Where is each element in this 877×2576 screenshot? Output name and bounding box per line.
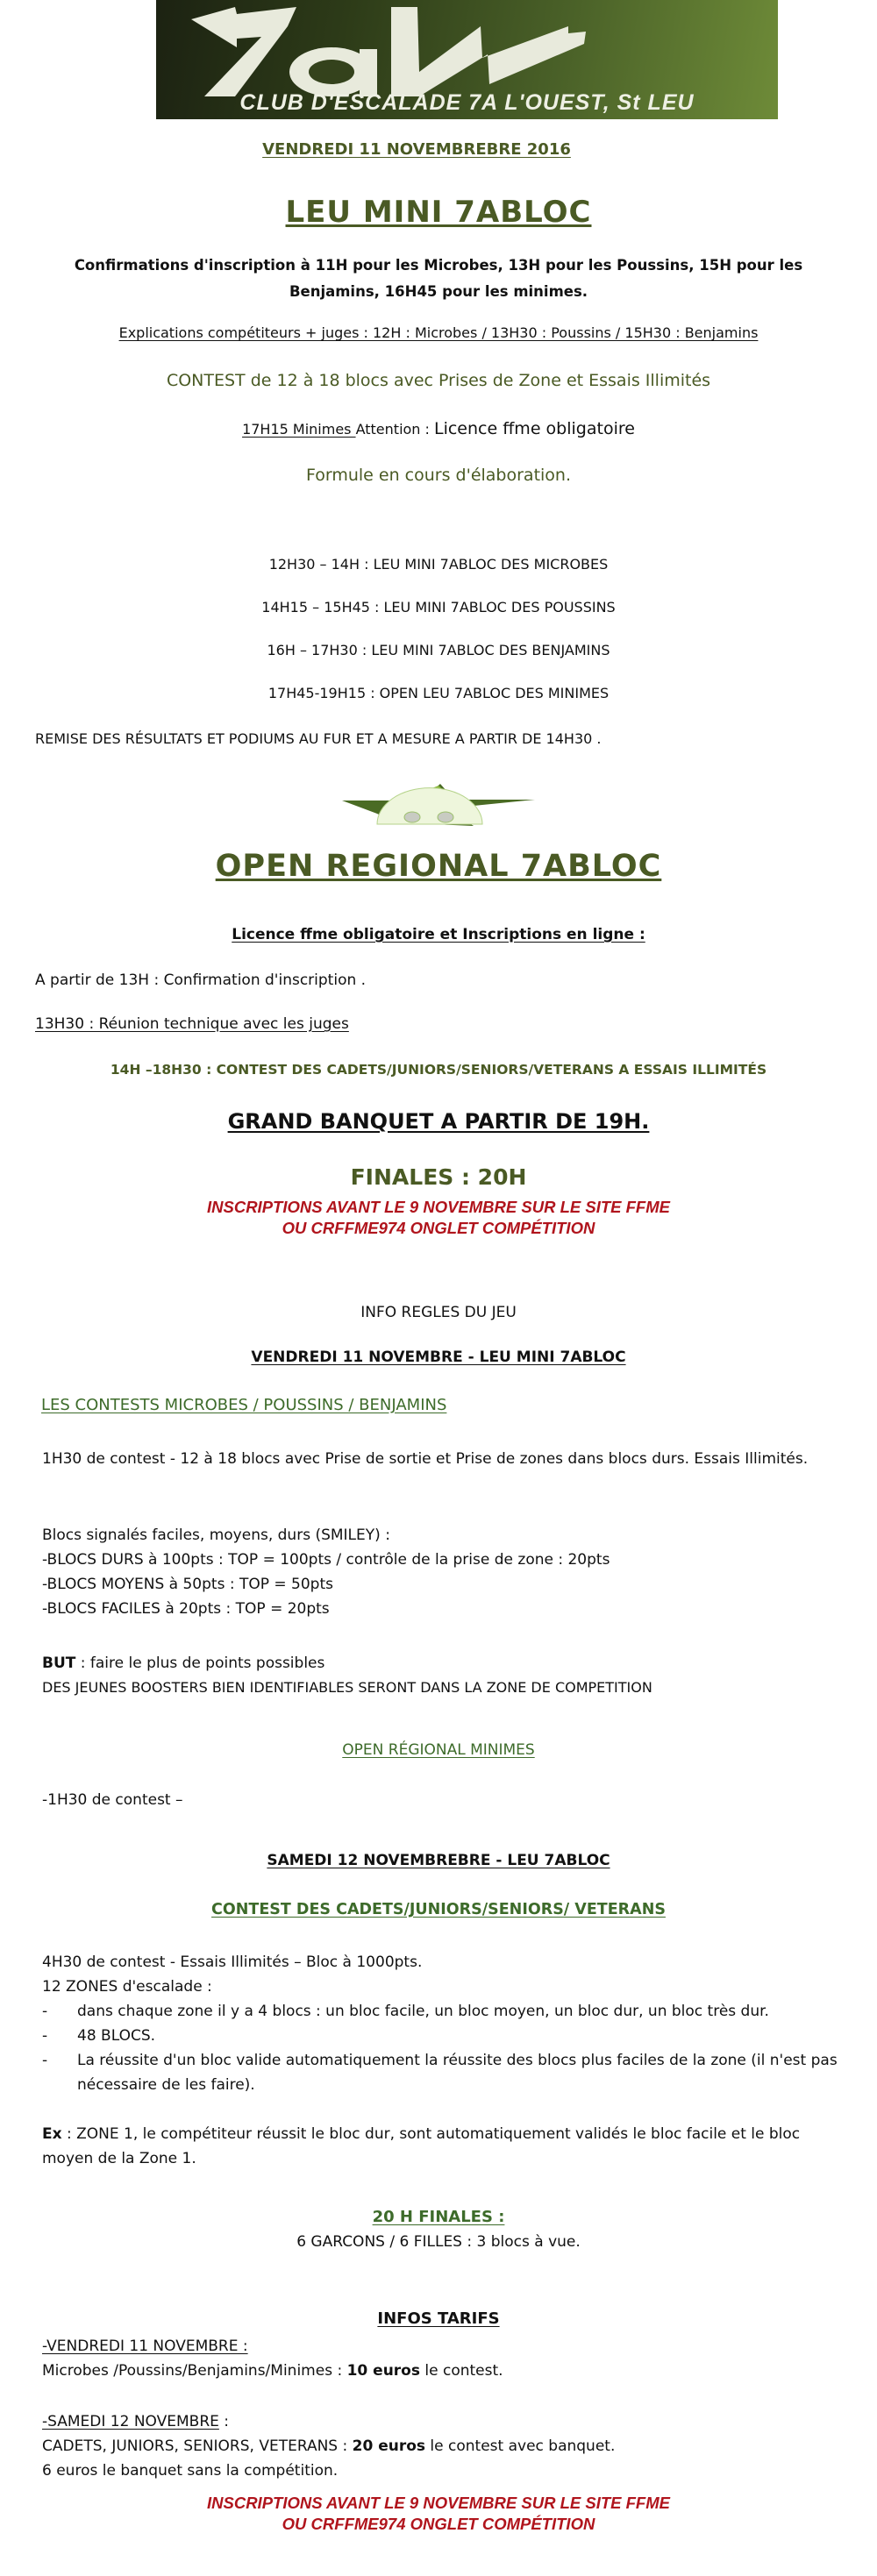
minimes-desc: -1H30 de contest – <box>42 1791 183 1809</box>
schedule-item: 14H15 – 15H45 : LEU MINI 7ABLOC DES POUSSINS <box>261 599 616 616</box>
minimes-licence-line <box>0 419 877 438</box>
tarifs-saturday-colon: : <box>218 2413 230 2430</box>
tarifs-friday-cats: Microbes /Poussins/Benjamins/Minimes : <box>42 2362 347 2380</box>
saturday-desc: 4H30 de contest - Essais Illimités – Bloc à 1000pts. <box>42 1953 423 1971</box>
saturday-subheading: CONTEST DES CADETS/JUNIORS/SENIORS/ VETERANS <box>211 1901 666 1918</box>
friday-date-text: VENDREDI 11 NOVEMBREBRE 2016 <box>262 140 571 159</box>
grand-banquet: GRAND BANQUET A PARTIR DE 19H. <box>227 1109 650 1134</box>
schedule-item: 17H45-19H15 : OPEN LEU 7ABLOC DES MINIMES <box>267 685 610 701</box>
tarifs-saturday <box>42 2409 842 2483</box>
explications-text: Explications compétiteurs + juges : 12H : Microbes / 13H30 : Poussins / 15H30 : Benjamins <box>118 324 759 341</box>
open-contest-line: 14H –18H30 : CONTEST DES CADETS/JUNIORS/SENIORS/VETERANS A ESSAIS ILLIMITÉS <box>110 1062 767 1078</box>
example-block <box>42 2122 842 2171</box>
bloc-rule: -BLOCS FACILES à 20pts : TOP = 20pts <box>42 1600 330 1618</box>
open-minimes-heading: OPEN RÉGIONAL MINIMES <box>342 1741 535 1759</box>
saturday-rules <box>42 1950 842 1999</box>
tarifs-inscriptions-line-1: INSCRIPTIONS AVANT LE 9 NOVEMBRE SUR LE SITE FFME <box>207 2494 670 2512</box>
blocs-intro: Blocs signalés faciles, moyens, durs (SMILEY) : <box>42 1526 390 1544</box>
attention-label: Attention : <box>355 421 434 438</box>
inscriptions-line-1: INSCRIPTIONS AVANT LE 9 NOVEMBRE SUR LE SITE FFME <box>207 1198 670 1216</box>
inscriptions-notice <box>0 1197 877 1239</box>
smiley-star-icon <box>342 780 535 833</box>
licence-required: Licence ffme obligatoire <box>434 419 635 438</box>
but-block <box>42 1651 842 1700</box>
boosters-notice: DES JEUNES BOOSTERS BIEN IDENTIFIABLES SERONT DANS LA ZONE DE COMPETITION <box>42 1679 652 1696</box>
zones-label: 12 ZONES d'escalade : <box>42 1978 212 1996</box>
bloc-rule: -BLOCS DURS à 100pts : TOP = 100pts / contrôle de la prise de zone : 20pts <box>42 1551 610 1569</box>
mini-7abloc-title: LEU MINI 7ABLOC <box>285 195 592 230</box>
open-licence-line: Licence ffme obligatoire et Inscriptions en ligne : <box>232 926 645 943</box>
rules-contest-desc: 1H30 de contest - 12 à 18 blocs avec Prise de sortie et Prise de zones dans blocs durs. Essais Illimités. <box>42 1450 809 1468</box>
but-label: BUT <box>42 1654 76 1672</box>
bloc-rule: -BLOCS MOYENS à 50pts : TOP = 50pts <box>42 1576 333 1593</box>
formule-text: Formule en cours d'élaboration. <box>305 466 571 485</box>
zone-rule-item: - La réussite d'un bloc valide automatiquement la réussite des blocs plus faciles de la zone (il n'est pas nécessaire de les faire). <box>5 2048 842 2097</box>
rules-friday-heading: VENDREDI 11 NOVEMBRE - LEU MINI 7ABLOC <box>251 1348 626 1366</box>
minimes-time: 17H15 Minimes <box>242 421 356 438</box>
tarifs-heading: INFOS TARIFS <box>377 2309 500 2328</box>
example-text: : ZONE 1, le compétiteur réussit le bloc dur, sont automatiquement validés le bloc facile et le bloc moyen de la Zone 1. <box>42 2125 801 2167</box>
tarifs-inscriptions-line-2: OU CRFFME974 ONGLET COMPÉTITION <box>282 2515 595 2533</box>
confirmations-text: Confirmations d'inscription à 11H pour les Microbes, 13H pour les Poussins, 15H pour les Benjamins, 16H45 pour les minimes. <box>74 257 803 300</box>
but-text: : faire le plus de points possibles <box>75 1654 325 1672</box>
tarifs-friday-line <box>42 2359 842 2383</box>
tarifs-inscriptions-notice <box>0 2493 877 2535</box>
finales-desc: 6 GARCONS / 6 FILLES : 3 blocs à vue. <box>296 2233 581 2251</box>
tarifs-saturday-cats: CADETS, JUNIORS, SENIORS, VETERANS : <box>42 2437 353 2455</box>
saturday-heading: SAMEDI 12 NOVEMBREBRE - LEU 7ABLOC <box>267 1852 610 1869</box>
contests-microbes-heading: LES CONTESTS MICROBES / POUSSINS / BENJAMINS <box>41 1396 447 1414</box>
contest-description: CONTEST de 12 à 18 blocs avec Prises de Zone et Essais Illimités <box>166 371 711 390</box>
schedule-item: 12H30 – 14H : LEU MINI 7ABLOC DES MICROBES <box>268 556 609 573</box>
schedule-item: 16H – 17H30 : LEU MINI 7ABLOC DES BENJAMINS <box>267 642 610 658</box>
remise-resultats: REMISE DES RÉSULTATS ET PODIUMS AU FUR ET A MESURE A PARTIR DE 14H30 . <box>35 730 602 747</box>
but-line <box>42 1651 842 1676</box>
tarifs-friday-price: 10 euros <box>346 2362 420 2380</box>
rules-heading: INFO REGLES DU JEU <box>360 1304 517 1321</box>
tarifs-saturday-label: -SAMEDI 12 NOVEMBRE <box>42 2413 219 2430</box>
tarifs-saturday-label-line <box>42 2409 842 2434</box>
zone-rules-list <box>5 1999 842 2097</box>
tarifs-banquet-only: 6 euros le banquet sans la compétition. <box>42 2462 339 2480</box>
open-regional-title: OPEN REGIONAL 7ABLOC <box>215 849 662 884</box>
club-logo-banner <box>156 0 778 119</box>
tarifs-saturday-line <box>42 2434 842 2459</box>
tarifs-saturday-suffix: le contest avec banquet. <box>425 2437 616 2455</box>
zone-rule-item: - dans chaque zone il y a 4 blocs : un bloc facile, un bloc moyen, un bloc dur, un bloc très dur. <box>5 1999 842 2024</box>
open-reunion: 13H30 : Réunion technique avec les juges <box>35 1015 349 1033</box>
tarifs-friday-label: -VENDREDI 11 NOVEMBRE : <box>42 2338 248 2355</box>
example-label: Ex <box>42 2125 62 2143</box>
finales-heading: 20 H FINALES : <box>372 2208 505 2226</box>
zone-rule-item: - 48 BLOCS. <box>5 2024 842 2048</box>
blocs-list <box>42 1523 842 1621</box>
tarifs-friday-suffix: le contest. <box>419 2362 503 2380</box>
club-tagline: CLUB D'ESCALADE 7A L'OUEST, St LEU <box>239 90 695 115</box>
finales-time: FINALES : 20H <box>350 1164 527 1190</box>
friday-date <box>0 140 877 159</box>
open-confirmation: A partir de 13H : Confirmation d'inscription . <box>35 971 367 989</box>
tarifs-saturday-price: 20 euros <box>352 2437 426 2455</box>
tarifs-friday <box>42 2334 842 2383</box>
inscriptions-line-2: OU CRFFME974 ONGLET COMPÉTITION <box>282 1219 595 1237</box>
